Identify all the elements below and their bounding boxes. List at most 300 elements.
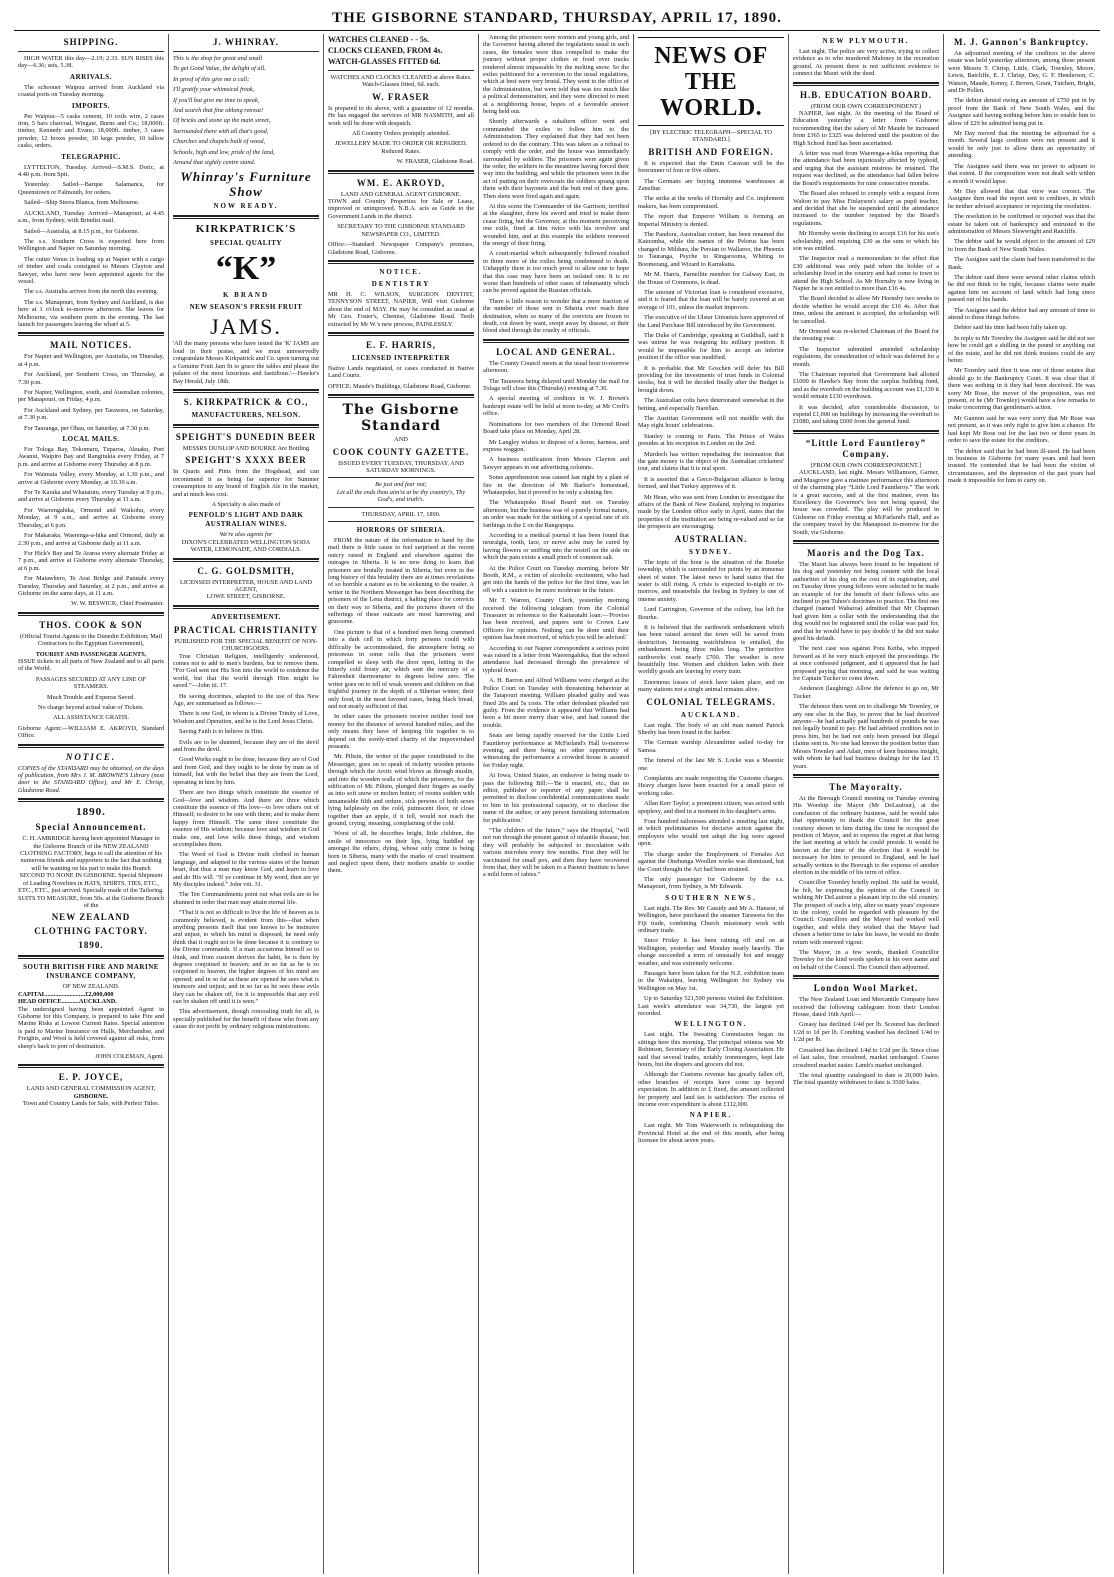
goldsmith-sub: LICENSED INTERPRETER, HOUSE AND LAND AGENT, bbox=[179, 578, 313, 593]
manufacturers-ad bbox=[173, 397, 319, 420]
notice-ad bbox=[18, 752, 164, 795]
hb-item: NAPIER, last night. At the meeting of the Board of Education yesterday a letter from Gisborne recommending that the salary of Mr Maude be increased from £365 to £325 was deferred until the position of the High School fund has been ascertained. bbox=[793, 110, 939, 147]
sydney-item: It is believed that the earthwork embankment which has been raised around the town will be saved from destruction. Increasing watchfulness is entailed, the embankment being three miles long. The protective earthworks cost nearly £700. The weather is now beautifully fine. Women and children laden with their worldly goods are leaving by every train. bbox=[638, 623, 784, 676]
columns bbox=[14, 34, 1100, 1574]
kirkpatrick-ad bbox=[173, 223, 319, 384]
divider bbox=[173, 215, 319, 219]
christianity-para: This advertisement, though concealing truth for all, is specially published for the benefit of those who from any cause do not profit by ordinary religious ministrations. bbox=[173, 1008, 319, 1031]
speight-soda: DIXON'S CELEBRATED WELLINGTON SODA WATER, LEMONADE, AND CORDIALS. bbox=[181, 538, 311, 554]
dog-heading: Maoris and the Dog Tax. bbox=[807, 547, 925, 558]
shipping-heading: SHIPPING. bbox=[63, 37, 119, 47]
insurance-body: The undersigned having been appointed Agent in Gisborne for this Company, is prepared to take Fire and Marine Risks at Lowest Current Rates. Special attention is paid to Marine Insurance on Hulls, Merchandise, and Freights, and Wool is held covered against all risks, from sheep's back to port of destination. bbox=[18, 1005, 164, 1050]
np-item: Last night. The police are very active, trying to collect evidence as to who murdered Maloney in the recreation ground. At present there is not sufficient evidence to connect the Maori with the deed. bbox=[793, 48, 939, 78]
masthead-title: THE GISBORNE STANDARD, THURSDAY, APRIL 17, 1890. bbox=[332, 9, 782, 26]
poem-line: Around that sightly centre stand. bbox=[173, 159, 256, 167]
paper-masthead bbox=[328, 402, 474, 522]
hb-education-board bbox=[793, 90, 939, 426]
colonial-heading: COLONIAL TELEGRAMS. bbox=[646, 696, 776, 707]
goldsmith-place: LOWE STREET, GISBORNE. bbox=[206, 593, 286, 601]
news-sub: [BY ELECTRIC TELEGRAPH—SPECIAL TO STANDARD.] bbox=[650, 129, 772, 144]
watches-line: WATCH-GLASSES FITTED 6d. bbox=[328, 57, 441, 66]
horrors-continued bbox=[483, 34, 629, 335]
divider bbox=[328, 332, 474, 336]
harris-office: OFFICE: Maude's Buildings, Gladstone Road, Gisborne. bbox=[328, 382, 472, 390]
christianity-para: Good Works ought to be done, because they are of God and from God, and they ought to be done by man as of himself, but with the belief that they are from the Lord, operating in him by him. bbox=[173, 756, 319, 786]
dog-item: Anderson (laughing): Allow the defence to go on, Mr Tucker. bbox=[793, 685, 939, 700]
gannon-item: The Assignee said there was no power to adjourn to that extent. If the composition were not dealt with within a month it would lapse. bbox=[948, 162, 1095, 185]
divider bbox=[173, 51, 319, 52]
watches-sub: WATCHES AND CLOCKS CLEANED at above Rates. Watch-Glasses fitted, 6d. each. bbox=[330, 74, 472, 89]
manuf-heading: S. KIRKPATRICK & CO., bbox=[183, 396, 309, 407]
christianity-para: “That it is not so difficult to live the life of heaven as is commonly believed, is evident from this—that when anything presents itself that one knows to be insincere and unjust, to which his mind is disposed, he need only think that it ought not to be done because it is contrary to the Divine commands. If a man accustoms himself so to think, and from custom derives the habit, he is then by degrees conjoined to heaven; and in so far as he is so conjoined to heaven, the higher degrees of his mind are opened; and in so far as these are opened he sees what is insincere and unjust; and in so far as he sees these evils they can be shaken off, for it is impossible that any evil can be shaken off until it is seen.” bbox=[173, 909, 319, 1006]
christianity-ad bbox=[173, 613, 319, 1031]
mayoralty bbox=[793, 782, 939, 971]
akroyd-ad bbox=[328, 178, 474, 256]
auckland-item: Allan Kerr Taylor, a prominent citizen, was seized with apoplexy, and died in a moment in his daughter's arms. bbox=[638, 800, 784, 815]
joyce-ad bbox=[18, 1072, 164, 1107]
local-general bbox=[483, 347, 629, 879]
poem-line: Churches and chapels built of wood, bbox=[173, 138, 266, 146]
poem-line: If you'll but give me time to speak, bbox=[173, 96, 260, 104]
divider bbox=[173, 605, 319, 609]
napier-item: Last night. Mr Tom Waterworth is relinquishing the Provincial Hotel at the end of this month, after being licensee for about seven years. bbox=[638, 1122, 784, 1145]
news-of-the-world bbox=[638, 37, 784, 1145]
llf-item: AUCKLAND, last night. Messrs Williamson, Garner, and Musgrove gave a matinee performance this afternoon of the charming play “Little Lord Fauntleroy.” The work is a great success, and at the first matinee, even his Excellency the Governor's box not being spared, the house was crowded. The play will be produced in Gisborne on Friday evening at McFarland's Hall, and as the company travel by the Manapouri to-morrow for the South, via Gisborne. bbox=[793, 469, 939, 536]
divider bbox=[793, 82, 939, 86]
paper-motto: Let all the ends thou aim'st at be thy country's, Thy God's, and truth's. bbox=[336, 488, 466, 504]
poem-line: I'll gratify your whimsical freak, bbox=[173, 86, 255, 94]
dentistry-ad bbox=[328, 268, 474, 328]
column-5 bbox=[634, 34, 789, 1574]
np-heading: NEW PLYMOUTH. bbox=[822, 37, 910, 45]
divider bbox=[18, 51, 164, 52]
local-item: Nominations for two members of the Ormond Road Board take place on Monday, April 28. bbox=[483, 420, 629, 436]
postmaster-signature: W. W. BESWICK, Chief Postmaster. bbox=[71, 600, 164, 608]
divider bbox=[18, 1064, 164, 1068]
divider bbox=[328, 260, 474, 264]
christianity-para: He saving doctrines, adapted to the use of this New Age, are summarised as follows:— bbox=[173, 692, 319, 708]
horrors-para: Worst of all, he describes bright, little children, the smile of innocence on their lips, lying huddled up amongst the others, dying, whose only crime is being born in Siberia, many with the marks of cruel treatment and neglect upon them, their mothers unable to soothe them. bbox=[328, 830, 474, 875]
southern-item: Last night. The Rev. Mr Cassidy and Mr A. Hanson, of Wellington, have purchased the steamer Tarawera for the Fiji trade, combining Church missionary work with ordinary trade. bbox=[638, 904, 784, 934]
divider bbox=[18, 798, 164, 802]
local-item: Mr T. Warren, County Clerk, yesterday morning received the following telegram from the Colonial Treasurer in reference to the Kaitaratahi loan:—'Proviso has been received, and papers sent to Crown Law Officers for opinion. Nothing can be done until their opinion has been received, of which you will be advised.' bbox=[483, 597, 629, 642]
divider bbox=[18, 612, 164, 616]
paper-title: The Gisborne Standard bbox=[342, 402, 460, 435]
tide-text: HIGH WATER this day—2.19; 2.33. SUN RISES this day—6.36; sets, 5.38. bbox=[18, 55, 164, 70]
divider bbox=[328, 507, 474, 508]
news-item: The report that Emperor William is forming an Imperial Ministry is denied. bbox=[638, 213, 784, 228]
news-item: It is asserted that a Greco-Bulgarian alliance is being formed, and that Turkey approves of it. bbox=[638, 475, 784, 491]
insurance-sign: JOHN COLEMAN, Agent. bbox=[95, 1052, 164, 1060]
shipping-note: The s.s. Manapouri, from Sydney and Auckland, is due here at 1 o'clock to-morrow afternoon. She leaves for Melbourne, via southern ports in the evening. The last launch for passengers leaving the wharf at 5. bbox=[18, 298, 164, 328]
news-item: The Germans are buying immense warehouses at Zanzibar. bbox=[638, 177, 784, 193]
column-6 bbox=[789, 34, 944, 1574]
news-box bbox=[638, 37, 784, 126]
hb-heading: H.B. EDUCATION BOARD. bbox=[799, 89, 933, 100]
goldsmith-heading: C. G. GOLDSMITH, bbox=[197, 565, 295, 576]
local-item: According to our Napier correspondent a serious point was raised in a letter from Waerengahika, that the school attendance had decreased through the prevalence of typhoid fever. bbox=[483, 644, 629, 674]
ambridge-heading: Special Announcement. bbox=[35, 822, 147, 833]
speight-beer: SPEIGHT'S XXXX BEER bbox=[185, 455, 307, 466]
wool-market bbox=[793, 983, 939, 1086]
paper-issue: ISSUED EVERY TUESDAY, THURSDAY, AND SATURDAY MORNINGS. bbox=[338, 459, 464, 474]
arrivals-heading: ARRIVALS. bbox=[70, 72, 112, 81]
hb-item: The Chairman reported that Government had allotted £1000 to Hawke's Bay from the surplus building fund, and as the overdraft on the building account was £1,130 it would remain £130 overdrawn. bbox=[793, 371, 940, 401]
gannon-item: The Assignee said the debtor had any amount of time to attend to these things before. bbox=[948, 306, 1095, 321]
local-item: At the Police Court on Tuesday morning, before Mr Booth, R.M., a victim of alcoholic excitement, who had got into the hands of the police for the first time, was let off with a caution to be more moderate in the future. bbox=[483, 564, 629, 594]
watches-line: WATCHES CLEANED - - 5s. bbox=[328, 35, 429, 44]
mail-notices bbox=[18, 340, 164, 607]
joyce-body: Town and Country Lands for Sale, with Perfect Titles. bbox=[22, 1100, 160, 1108]
local-mail-item: For Hick's Bay and Te Araroa every alternate Friday at 7 p.m., and arrive at Gisborne every alternate Thursday, at 6 p.m. bbox=[18, 549, 164, 572]
gannon-item: An adjourned meeting of the creditors in the above estate was held yesterday afternoon, among those present were Messrs T. Chrisp, Little, Clark, Townley, Moore, Lewis, Batcliffe, E. J. Chrisp, Day, G. F. Henderson, C. Watson, Maude, Kenny, J. Brown, Grant, Tutchen, Bright, and Dr Pollen. bbox=[948, 50, 1095, 95]
sydney-item: The topic of the hour is the situation of the Bourke township, which is surrounded for points by an immense sheet of water. The latest news to hand states that the water is still rising. A crisis is expected to-night or to-morrow, and meanwhile the feeling in Sydney is one of intense anxiety. bbox=[638, 558, 784, 603]
notice-heading: NOTICE. bbox=[65, 751, 117, 762]
news-heading: NEWS OF THE WORLD. bbox=[654, 43, 768, 121]
divider bbox=[793, 774, 939, 778]
sydney-item: Lord Carrington, Governor of the colony, has left for Bourke. bbox=[638, 606, 784, 621]
southern-item: Up to Saturday 521,590 persons visited the Exhibition. Last week's attendance was 34,730, the largest yet recorded. bbox=[638, 995, 784, 1017]
divider bbox=[173, 558, 319, 562]
speight-sub: MESSRS DUNLOP AND BOURKE Are Bottling bbox=[182, 444, 310, 452]
dog-tax bbox=[793, 548, 939, 770]
speight-ad bbox=[173, 432, 319, 554]
hb-item: Mr Hornsby wrote declining to accept £16 for his son's scholarship, and requiring £30 as the sum to which his son was entitled. bbox=[793, 230, 939, 252]
local-heading: LOCAL AND GENERAL. bbox=[496, 346, 616, 357]
mayor-item: At the Borough Council meeting on Tuesday evening His Worship the Mayor (Mr DeLautour), at the conclusion of the ordinary business, said he would take that opportunity to thank the Council for the great courtesy shown to him during the time he occupied the position of Mayor, and to express the regret at that being the last meeting at which he could preside. It would be known at the time of the election that it would be necessary for him to proceed to England, and he had actually written to the Borough to the expense of another election in the middle of his term of office. bbox=[793, 794, 939, 876]
joyce-sub: LAND AND GENERAL COMMISSION AGENT, bbox=[26, 1085, 156, 1093]
shipping-note: The s.s. Australia arrives from the north this evening. bbox=[24, 288, 159, 296]
ambridge-year: 1890. bbox=[76, 806, 106, 819]
wool-item: Crossbred has declined 1/4d to 1/2d per lb. Since close of last sales, fine crossbred, market unchanged. Coarse crossbred market easier. Lamb's market unchanged. bbox=[793, 1046, 939, 1069]
fraser-line: All Country Orders promptly attended. bbox=[351, 130, 451, 138]
sydney-heading: SYDNEY. bbox=[689, 547, 733, 556]
horrors-cont-para: At this scene the Commander of the Garrison, terrified at the slaughter, drew his sword and tried to make them cease firing, but the Governor, at this moment perceiving one exile, fired at him twice with his revolver and wounded him, and at this example the soldiers renewed the energy of their firing. bbox=[483, 202, 629, 247]
new-plymouth bbox=[793, 37, 939, 78]
llf-sub: [FROM OUR OWN CORRESPONDENT.] bbox=[810, 461, 922, 469]
mail-item: For Napier and Wellington, per Australia, on Thursday, at 4 p.m. bbox=[18, 353, 164, 368]
fraser-sign: W. FRASER, Gladstone Road. bbox=[396, 158, 474, 166]
news-item: It is expected that the Emin Caravan will be the forerunner of four or five others. bbox=[638, 159, 784, 175]
gannon-item: In reply to Mr Townley the Assignee said he did not see how he could get a shilling in the pound or anything out of the estate, and he did not think trustees could do any better. bbox=[948, 334, 1095, 365]
wool-item: Greasy has declined 1/4d per lb. Scoured has declined 1/2d to 1d per lb. Combing washed has declined 1/4d to 1/2d per lb. bbox=[793, 1021, 939, 1044]
gannon-bankruptcy bbox=[948, 37, 1095, 485]
telegraphic-item: Sailed—Ship Sierra Blanca, from Melbourne. bbox=[24, 199, 140, 207]
mail-item: For Napier, Wellington, south, and Australian colonies, per Manapouri, on Friday, 4 p.m. bbox=[18, 389, 164, 404]
arrivals-text: The schooner Waipuu arrived from Auckland via coastal ports on Tuesday morning. bbox=[18, 83, 164, 99]
local-mail-item: For Waerengahika, Ormond and Waikohu, every Monday, at 9 a.m., and arrive at Gisborne every Thursday, at 6 p.m. bbox=[18, 506, 164, 529]
news-item: The executive of the Ulster Unionists have approved of the Land Purchase Bill introduced by the Government. bbox=[638, 314, 784, 329]
gannon-heading: M. J. Gannon's Bankruptcy. bbox=[953, 37, 1090, 47]
harris-body: Native Lands negotiated, or cases conducted in Native Land Courts. bbox=[328, 364, 474, 380]
fraser-heading: W. FRASER bbox=[372, 91, 430, 102]
poem-line: And search that fine oblong retreat! bbox=[173, 107, 264, 115]
gannon-item: The debtor said there were several other claims which he did not think to be right, because claims were made against him on account of land which had long since passed out of his hands. bbox=[948, 273, 1095, 304]
southern-heading: SOUTHERN NEWS. bbox=[665, 893, 757, 902]
telegraphic-item: Yesterday. Sailed—Barque Salamanca, for Queenstown or Falmouth, for orders. bbox=[18, 181, 164, 196]
gannon-item: Mr Townley said then it was one of those estates that should go to the Bankruptcy Court. It was clear that if there was nothing in it they had been deceived. He was sorry Mr Rose, the mover of the proposition, was not present, or he (Mr Townley) would have a few remarks to make concerning that gentleman's action. bbox=[948, 367, 1095, 412]
fraser-body: Is prepared to do above, with a guarantee of 12 months. He has engaged the services of MR NASMITH, and all work will be done with despatch. bbox=[328, 104, 474, 127]
cook-line: TOURIST AND PASSENGER AGENTS, bbox=[35, 650, 147, 658]
horrors-para: Mr. Piltsin, the writer of the paper contributed to the Messenger, goes on to speak of ricketty wooden prisons through which the Arctic wind blows as through muslin, and into the wooden walls of which the prisoners, for the edification of Mr. Piltsin, plunged their fingers as easily as into soft snow or molten butter; of rooms sodden with unnameable filth and ordure, sick persons of both sexes lying helplessly on the cold, putrescent floor, or close together than an apple, if it fell, would not reach the ground, crying, moaning, complaining of the cold. bbox=[328, 753, 474, 828]
divider bbox=[18, 744, 164, 748]
local-item: Some apprehension was caused last night by a plant of fire in the direction of Mr Barker's homestead, Whataupoko, but it proved to be only a shining fire. bbox=[483, 474, 629, 496]
auckland-item: Last night. The body of an old man named Patrick Sheehy has been found in the harbor. bbox=[638, 721, 784, 736]
gannon-item: The debtor said that he had been ill-used. He had been in business in Gisborne for many years and had been trusted. He contended that he had been the victim of circumstances, and the depression of the past years had made it impossible for him to carry on. bbox=[948, 447, 1095, 485]
divider bbox=[328, 477, 474, 478]
local-item: A. H. Barron and Alfred Williams were charged at the Police Court on Tuesday with threatening behaviour at the Tatapouri meeting. William pleaded guilty and was fined 20s and 5s costs. The other defendant pleaded not guilty. From the evidence it appeared that Williams had been a bit more merry than wise, and had caused the trouble. bbox=[483, 677, 629, 729]
akroyd-office: Office:—Standard Newspaper Company's premises, Gladstone Road, Gisborne. bbox=[328, 241, 474, 256]
local-item: At Iowa, United States, an endeavor is being made to pass the following Bill:—'Be it enacted, etc., that no editor, publisher or reporter of any paper shall be permitted to disclose confidential communications made to him in his professional capacity, or to disclose the name of the author, or any person furnishing information for publication.' bbox=[483, 772, 629, 824]
local-item: Seats are being rapidly reserved for the Little Lord Fauntleroy performance at McFarland's Hall to-morrow evening, and there being no other opportunity of witnessing the performance a crowded house is assured for Friday night. bbox=[483, 732, 629, 769]
whinray-heading: J. WHINRAY. bbox=[213, 37, 279, 47]
horrors-para: FROM the nature of the information to hand by the mail there is little cause to feel surprised at the recent outcry raised in England and elsewhere against the outrages in Siberia. It is no new thing to learn that prisoners are brutally treated in Siberia, but even in the long history of this brutality there are at times revelations of so horrible a nature as to be sickening to the reader. A writer in the Northern Messenger has been describing the prisoners of the Lena district, a halting place for convicts on their way to Siberia, and the pictures drawn of the sufferings of these outcasts are most harrowing and gruesome. bbox=[328, 537, 474, 626]
local-item: The Whataupoko Road Board met on Tuesday afternoon, but the business was of a purely formal nature, an order was made for the striking of a special rate of six farthings in the £ on the Rangopapa. bbox=[483, 499, 629, 529]
kirk-special: SPECIAL QUALITY bbox=[210, 239, 282, 248]
mail-heading: MAIL NOTICES. bbox=[49, 340, 133, 351]
akroyd-heading: WM. E. AKROYD, bbox=[356, 177, 446, 188]
poem-line: Surrounded there with all that's good, bbox=[173, 127, 269, 135]
divider bbox=[328, 70, 474, 71]
divider bbox=[328, 521, 474, 522]
mail-item: For Auckland, per Southern Cross, on Thursday, at 7.30 p.m. bbox=[18, 371, 164, 386]
wool-heading: London Wool Market. bbox=[813, 983, 919, 994]
local-mail-item: For Tologa Bay, Tokomaru, Tuparoa, Akuaku, Port Awanui, Waipiro Bay and Rangitukia every Friday, at 7 p.m. and arrive at Gisborne every Thursday at 8 p.m. bbox=[18, 446, 164, 468]
mayor-heading: The Mayoralty. bbox=[829, 781, 903, 792]
harris-heading: E. F. HARRIS, bbox=[366, 339, 436, 350]
napier-heading: NAPIER. bbox=[689, 1111, 733, 1120]
mail-item: For Tauranga, per Ohau, on Saturday, at 7.30 p.m. bbox=[24, 424, 150, 432]
dog-item: The defence then went on to challenge Mr Townley, or any one else in the Bay, to prove that he had deceived anyone—he had actually paid hundreds of pounds he was not legally bound to pay. He had advised creditors not to press him, but he had not only been pressed but illegal claims sent in. No one had known the position better than Messrs Townley and Adair, men of keen business insight, with whom he had had business dealings for the last 15 years. bbox=[793, 703, 939, 770]
southern-item: Since Friday it has been raining off and on at Wellington, yesterday and Monday nearly heavily. The change succeeded a term of unusually hot and muggy weather, and was extremely welcome. bbox=[638, 937, 784, 967]
fraser-jewellery: JEWELLERY MADE TO ORDER OR REPAIRED. Reduced Rates. bbox=[334, 140, 468, 155]
speight-body: In Quarts and Pints from the Hogshead, and can recommend it as being far superior for Summer consumption to any brand of English Ale in the market, and at much less cost. bbox=[173, 468, 319, 498]
imports-heading: IMPORTS. bbox=[71, 101, 111, 110]
notice-body: COPIES of the STANDARD may be obtained, on the days of publication, from Mrs J. M. BROWNE'S Library (next door to the STANDARD Office), and Mr E. Chrisp, Gladstone Road. bbox=[18, 764, 164, 794]
local-item: According to a medical journal it has been found that neuralgia, tooth, face, or nerve ache may be cured by having flowers or sniffing into the nostril on the side on which the pain exists a small pinch of common salt. bbox=[483, 531, 629, 562]
masthead bbox=[14, 6, 1100, 31]
horrors-cont-para: There is little reason to wonder that a mere fraction of the number of those sent to Siberia ever reach their destination, when so many of the convicts are frozen to death, cut down by want, swept away by disease, or their blood shed through the cruelty of officials. bbox=[483, 297, 629, 335]
poem-line: To get Good Value, the delight of all. bbox=[173, 65, 266, 73]
insurance-sub: OF NEW ZEALAND. bbox=[62, 983, 120, 991]
ambridge-ad bbox=[18, 806, 164, 951]
akroyd-body: TOWN and Country Properties for Sale or Lease, improved or unimproved. N.B.A. acts as Guide to the Government Lands in the district. bbox=[328, 198, 474, 220]
horrors-cont-para: Shortly afterwards a subaltern officer went and commanded the exiles to follow him to the Administration. They explained that they had not been ordered to do the contrary. This was taken as a refusal to comply with the order, and the house was immediately surrounded by soldiers. The prisoners were again given the order, the soldiers in the meantime having forced their way into the building, and while the prisoners were in the act of putting on their overcoats the soldiers sprang upon them with their bayonets and the butt end of their guns. Then shots were fired again and again. bbox=[483, 118, 629, 200]
auckland-heading: AUCKLAND. bbox=[680, 710, 742, 719]
telegraphic-heading: TELEGRAPHIC. bbox=[61, 152, 121, 161]
cook-line: No charge beyond actual value of Tickets. bbox=[37, 704, 145, 711]
news-item: Mr M. Harris, Parnellite member for Galway East, in the House of Commons, is dead. bbox=[638, 271, 784, 286]
paper-gazette: COOK COUNTY GAZETTE. bbox=[332, 446, 470, 457]
cook-heading: THOS. COOK & SON bbox=[39, 619, 143, 630]
news-item: It is probable that Mr Goschen will defer his Bill providing for the investments of trust funds in Colonial stocks, but it will be decided finally after the Budget is brought down. bbox=[638, 364, 784, 394]
news-item: The Pandora, Australian cruiser, has been renamed the Katoomba, while the names of the Pelorus has been changed to Mildura, the Persian to Wallaroo, the Phoenix to Tauranga, Psyche to Ringarooma, Whiting to Boomerang, and Wizard to Karrakatta. bbox=[638, 231, 784, 268]
joyce-heading: E. P. JOYCE, bbox=[58, 1072, 124, 1083]
llf-heading: “Little Lord Fauntleroy” Company. bbox=[805, 437, 927, 459]
divider bbox=[793, 540, 939, 544]
whinray-ad bbox=[173, 37, 319, 211]
local-item: A special meeting of creditors in W. J. Brown's bankrupt estate will be held at noon to-day, at Mr Croft's office. bbox=[483, 395, 629, 418]
divider bbox=[483, 339, 629, 343]
gannon-item: The debtor said he would object to the amount of £29 to from the Bank of New South Wales. bbox=[948, 238, 1095, 253]
mayor-item: The Mayor, in a few words, thanked Councillor Townley for the kind words spoken in his own name and on behalf of the Council. The Council then adjourned. bbox=[793, 949, 939, 971]
local-mail-item: For Makaraka, Waerenga-a-hika and Ormond, daily at 2.30 p.m., and arrive at Gisborne daily at 11 a.m. bbox=[18, 532, 164, 547]
divider bbox=[18, 955, 164, 959]
divider bbox=[173, 389, 319, 393]
imports-text: Per Waipuu—5 casks cement, 10 coils wire, 2 cases iron, 5 bars charcoal, Wingate, Burns and Co.; 18,000ft. timber, Kennedy and Evans; 18,000ft. timber, 3 cases powder, 12 boxes powder, 30 kegs powder, 10 tallow casks, orders. bbox=[18, 112, 164, 150]
goldsmith-ad bbox=[173, 566, 319, 601]
wool-item: The total quantity catalogued to date is 20,000 bales. The total quantity withdrawn to date is 3500 bales. bbox=[793, 1071, 939, 1087]
column-4 bbox=[479, 34, 634, 1574]
advertisement-label: ADVERTISEMENT. bbox=[211, 612, 281, 621]
ambridge-year-2: 1890. bbox=[78, 940, 104, 951]
dog-item: The next case was against Pora Keiha, who tripped forward as if he very much enjoyed the proceedings. He at once confessed judgment, and it appeared that he had proposed paying that morning, and said he was waiting for Captain Tucker to come down. bbox=[793, 645, 939, 683]
sydney-item: Enormous losses of stock have taken place, and on many stations not a single animal remains alive. bbox=[638, 678, 784, 694]
wellington-item: Last night. The Sweating Commission began its sittings here this morning. The principal witness was Mr Robinson, Secretary of the Early Closing Association. He said that several trades, notably ironmongers, kept late hours, but the drapers and grocers did not. bbox=[638, 1031, 784, 1069]
gannon-item: Mr Day allowed that that view was correct. The Assignee then read the report sent to creditors, in which he neither advised acceptance or rejecting the resolution. bbox=[948, 187, 1095, 210]
speight-specialty: A Specialty is also made of bbox=[211, 500, 281, 508]
mail-item: For Auckland and Sydney, per Tarawera, on Saturday, at 7.30 p.m. bbox=[18, 406, 164, 422]
paper-motto: Be just and fear not; bbox=[375, 481, 427, 489]
hb-item: The Inspector submitted amended scholarship regulations, the consideration of which was deferred for a month. bbox=[793, 345, 939, 368]
kirk-heading: KIRKPATRICK'S bbox=[195, 223, 297, 236]
gannon-item: The resolution to be confirmed or rejected was that the estate be taken out of bankruptcy and entrusted to the administration of Messrs Slewwright and Ratcliffe. bbox=[948, 213, 1095, 235]
christianity-sub: PUBLISHED FOR THE SPECIAL BENEFIT OF NON-CHURCHGOERS. bbox=[174, 637, 318, 653]
cook-body: ISSUE tickets to all parts of New Zealand and to all parts of the World. bbox=[18, 657, 164, 673]
divider bbox=[793, 975, 939, 979]
cook-line: Much Trouble and Expense Saved. bbox=[47, 693, 135, 701]
hb-item: The Inspector read a memorandum to the effect that £30 additional was only paid when the holder of a scholarship lived in the country and had come to town to attend the High School. As Mr Hornsby is now living in Napier he is not entitled to more than £16 4s. bbox=[793, 255, 939, 292]
ambridge-firm: NEW ZEALAND bbox=[51, 912, 131, 923]
news-item: The Australian colts have deteriorated somewhat in the betting, and especially Narellan. bbox=[638, 397, 784, 412]
auckland-item: The funeral of the late Mr S. Locke was a Masonic one. bbox=[638, 757, 784, 772]
gannon-item: Mr Gannon said he was very sorry that Mr Rose was not present, as it was only right to give him a chance. He had kept Mr Rose out for the last two or three years in order to save the estate for the creditors. bbox=[948, 414, 1095, 445]
kirk-season: NEW SEASON'S FRESH FRUIT bbox=[189, 303, 303, 312]
horrors-para: In other cases the prisoners receive neither food nor money for the distance of several hundred miles, and the only means they have of keeping life together is to depend on the sorely-tried charity of the impoverished peasants. bbox=[328, 713, 474, 750]
news-item: The amount of Victorian loan is considered excessive, and it is feared that the loan will be barely covered at an average of 101, unless the market improves. bbox=[638, 288, 784, 311]
divider bbox=[793, 430, 939, 434]
dentistry-heading: DENTISTRY bbox=[371, 279, 431, 288]
local-item: The County Council meets at the usual hour to-morrow afternoon. bbox=[483, 359, 629, 375]
poem-line: This is the shop for great and small bbox=[173, 55, 263, 62]
shipping-note: The cutter Venus is loading up at Napier with a cargo of timber and coals consigned to Messrs Clayton and Sawyer, who have now been appointed agents for the vessel. bbox=[18, 255, 164, 285]
horrors-para: One picture is that of a hundred men being crammed into a dark cell in which forty persons could with difficulty be accommodated, the atmosphere being so poisonous in some cells that the prisoners were compelled to sleep with the door open, letting in the bitterly cold frosty air, which sent the mercury of a Fahrenheit thermometer to degrees below zero. The writer goes on to tell of weak women and children on that frightful journey in the depth of a Siberian winter, their only food, in the most favored cases, being black bread, and not nearly sufficient of that. bbox=[328, 628, 474, 710]
divider bbox=[328, 394, 474, 398]
christianity-para: The Ten Commandments point out what evils are to be shunned in order that man may attain eternal life. bbox=[173, 891, 319, 906]
cook-line: ALL ASSISTANCE GRATIS. bbox=[52, 714, 130, 722]
kirk-k: “K” bbox=[215, 250, 277, 288]
column-7 bbox=[944, 34, 1099, 1574]
auckland-item: Four hundred tailoresses attended a meeting last night, at which preliminaries for decisive action against the employers who would not adopt the log were agreed upon. bbox=[638, 818, 784, 848]
gannon-item: Debtor said his time had been fully taken up. bbox=[954, 324, 1068, 332]
insurance-heading: SOUTH BRITISH FIRE AND MARINE INSURANCE COMPANY, bbox=[23, 963, 159, 981]
divider bbox=[18, 332, 164, 336]
news-item: The Austrian Government will not meddle with the May eight hours' celebrations. bbox=[638, 415, 784, 430]
harris-sub: LICENSED INTERPRETER bbox=[351, 353, 451, 362]
australian-heading: AUSTRALIAN. bbox=[674, 533, 748, 544]
horrors-heading: HORRORS OF SIBERIA. bbox=[356, 526, 446, 534]
gannon-item: The debtor denied owing an amount of £750 put in by proof from the Bank of New South Wales, and the Assignee said having nothing before him to enable him to allow of £29 he admitted being put in. bbox=[948, 97, 1095, 127]
manuf-sub: MANUFACTURERS, NELSON. bbox=[191, 410, 301, 419]
shipping-note: The s.s. Southern Cross is expected here from Wellington and Napier on Saturday morning. bbox=[18, 237, 164, 253]
christianity-heading: PRACTICAL CHRISTIANITY bbox=[173, 624, 319, 635]
local-mail-item: For Te Karaka and Whatatutu, every Tuesday at 9 p.m., and arrive at Gisborne every Thursday at 11 a.m. bbox=[18, 489, 164, 504]
local-item: The Tarawera being delayed until Monday the mail for Tolaga will close this (Thursday) evening at 7.30. bbox=[483, 377, 629, 393]
southern-item: Passages have been taken for the N.Z. exhibition team in the Wakatipu, leaving Wellington for Sydney via Wellington on May 1st. bbox=[638, 969, 784, 992]
speight-wines: PENFOLD'S LIGHT AND DARK AUSTRALIAN WINES. bbox=[188, 511, 304, 529]
shipping-section bbox=[18, 37, 164, 328]
column-2 bbox=[169, 34, 324, 1574]
hb-item: It was decided, after considerable discussion, to expend £1,000 on buildings by increasing the overdraft to £1080, and taking £600 from the general fund. bbox=[793, 403, 939, 426]
insurance-capital: CAPITAL.........................£2,000,000 bbox=[18, 990, 114, 998]
insurance-ad bbox=[18, 963, 164, 1060]
poem-line: Schools, high and low, pride of the land, bbox=[173, 148, 275, 156]
news-item: The Duke of Cambridge, speaking at Guildhall, said it was untrue he was resigning his military position. It would be impossible for him to accept an inferior position if the office was modified. bbox=[638, 331, 784, 362]
local-mail-item: For Waimata Valley, every Monday, at 1.30 p.m., and arrive at Gisborne every Monday, at 10.30 a.m. bbox=[18, 471, 164, 486]
christianity-para: True Christian Religion, intelligently understood, comes not to add to men's burdens, but to remove them. “For God sent not His Son into the world to condemn the world, but that the world through Him might be saved.”—John iii. 17. bbox=[173, 652, 319, 690]
auckland-item: Complaints are made respecting the Customs charges. Heavy charges have been exacted for a small piece of working cake. bbox=[638, 775, 784, 797]
cook-agent: Gisborne Agent:—WILLIAM E. AKROYD, Standard Office. bbox=[18, 724, 164, 740]
telegraphic-item: Sailed—Australia, at 8.15 p.m., for Gisborne. bbox=[24, 227, 139, 235]
paper-date: THURSDAY, APRIL 17, 1890. bbox=[361, 510, 441, 518]
kirk-body: 'All the many persons who have tested the 'K' JAMS are loud in their praise, and we must unreservedly congratulate Messrs Kirkpatrick and Co. upon turning out a Genuine Fruit Jam fit to grace the tables and please the palates of the most luxurious and fastidious.'—Hawke's Bay Herald, July 18th. bbox=[173, 340, 319, 385]
news-item: Mr Hean, who was sent from London to investigate the affairs of the Bank of New Zealand, replying to inquiries made by the London office early in April, states that the properties of the institution are being re-valued and so far the prospects are encouraging. bbox=[638, 493, 784, 531]
hb-item: The Board also refused to comply with a request from Walton to pay Miss Finlayson's salary as pupil teacher, and decided that she be suspended until the attendance increased to the number required by the Board's regulations. bbox=[793, 190, 939, 227]
local-mail-item: For Matawhero, Te Arai Bridge and Patutahi every Tuesday, Thursday and Saturday, at 2 p.m., and arrive at Gisborne on the same days, at 11 a.m. bbox=[18, 575, 164, 597]
ambridge-body: C. H. AMBRIDGE having been appointed Manager to the Gisborne Branch of the NEW ZEALAND CLOTHING FACTORY, begs to call the attention of his numerous friends and supporters to the fact that nothing will be wanting on his part to make this Branch SECOND TO NONE IN GISBORNE. Special Shipment of Leading Novelties in HATS, SHIRTS, TIES, ETC., ETC., ETC., just arrived. Specially made of the Tailoring. SUITS TO MEASURE, from 50s. at the Gisborne Branch of the bbox=[18, 835, 164, 909]
divider bbox=[173, 424, 319, 428]
speight-heading: SPEIGHT'S DUNEDIN BEER bbox=[175, 431, 317, 442]
news-item: Murdoch has written repudiating the insinuation that the gate money is the object of the Australian cricketers' tour, and claims that it is real sport. bbox=[638, 450, 784, 473]
speight-agents: We're also agents for bbox=[219, 531, 273, 539]
horrors-cont-para: Among the prisoners were women and young girls, and the Governor having altered the regulations usual in such cases, the females were thus compelled to make the journey without proper clothes or food over tracks rendered almost impassable by the melting snow. So the exiles petitioned for a reversion to the usual regulations, which at best were very brutal. They went to the office of the Administration, but were told that was too much like a political demonstration, and they were directed to meet at a neighboring house, hopes of a favorable answer being held out. bbox=[483, 34, 629, 116]
now-ready: NOW READY. bbox=[213, 202, 279, 211]
local-mails-heading: LOCAL MAILS. bbox=[62, 435, 120, 444]
christianity-para: Saving Faith is to believe in Him. bbox=[179, 728, 264, 736]
cook-line: PASSAGES SECURED AT ANY LINE OF STEAMERS. bbox=[35, 675, 147, 691]
kirk-brand: K BRAND bbox=[222, 291, 270, 300]
local-item: Mr Langley wishes to dispose of a horse, harness, and express waggon. bbox=[483, 438, 629, 453]
column-1 bbox=[14, 34, 169, 1574]
akroyd-sec: SECRETARY TO THE GISBORNE STANDARD NEWSPAPER CO., LIMITED. bbox=[337, 223, 465, 238]
gannon-item: Mr Day moved that the meeting be adjourned for a month. Several large creditors were not present and it would be only just to allow them an opportunity of attending. bbox=[948, 130, 1095, 160]
telegraphic-item: LYTTELTON, Tuesday. Arrived—S.M.S. Doric, at 4.40 p.m. from Spit. bbox=[18, 163, 164, 179]
hb-item: The Board decided to allow Mr Hornsby two weeks to decide whether he would accept the £16 4s. After that time, unless the amount is accepted, the scholarship will be cancelled. bbox=[793, 295, 939, 325]
joyce-place: GISBORNE. bbox=[73, 1092, 109, 1100]
news-item: The strike at the works of Hornsby and Co. implement makers, has been compromised. bbox=[638, 195, 784, 210]
poem-line: Of bricks and stone up the main street, bbox=[173, 117, 271, 125]
local-item: A business notification from Messrs Clayton and Sawyer appears in our advertising columns. bbox=[483, 456, 629, 471]
ambridge-firm: CLOTHING FACTORY. bbox=[34, 926, 148, 937]
auckland-item: The German warship Alexandrine sailed to-day for Samoa. bbox=[638, 739, 784, 754]
insurance-office: HEAD OFFICE...........AUCKLAND. bbox=[18, 998, 117, 1006]
wellington-item: Although the Customs revenue has greatly fallen off, other branches of receipts have come up beyond expectation. In addition to £ fixed, the amount collected for property and land tax is satisfactory. The excess of income over expenditure is about £112,000. bbox=[638, 1071, 784, 1109]
auckland-item: The only passenger for Gisborne by the s.s. Manapouri, from Sydney, is Mr Edwards. bbox=[638, 875, 784, 891]
paper-and: AND bbox=[394, 436, 408, 444]
gannon-item: The Assignee said the claim had been transferred to the Bank. bbox=[948, 256, 1095, 271]
hb-item: Mr Ormond was re-elected Chairman of the Board for the ensuing year. bbox=[793, 328, 939, 343]
cook-ad bbox=[18, 620, 164, 740]
kirk-jams: JAMS. bbox=[210, 314, 282, 340]
hb-item: A letter was read from Waerenga-a-hika reporting that the attendance had been injuriously affected by typhoid, and urging that the assistant mistress be retained. The request was declined, as the attendance had fallen below the Board's requirements for nine consecutive months. bbox=[793, 150, 939, 187]
column-3 bbox=[324, 34, 479, 1574]
watches-ad bbox=[328, 34, 474, 166]
christianity-para: There are two things which constitute the essence of God—love and wisdom. And there are three which constitute the essence of His love—to love others out of Himself; to desire to be one with them; and to make them happy from Himself. The same three constitute the essence of His wisdom; because love and wisdom in God make one, and love wills these things, and wisdom accomplishes them. bbox=[173, 789, 319, 848]
dog-item: The Maori has always been found to be impatient of his dog and yesterday not being content with the local authorities of his dog on the cost of its registration, and on Tuesday three young fellows were selected to be made an example of for the benefit of their fellows who are inclined to put Tuhoe's doctrines to practice. The first one charged (named Waharoa) admitted that Mr Chapman had given him a collar with the understanding that the dog would not be registered until the collar was paid for, and that he would have to pay double if he did not make good his default. bbox=[793, 560, 939, 642]
news-item: Stanley is coming to Paris. The Prince of Wales presides at his reception in London on the 2nd. bbox=[638, 432, 784, 448]
christianity-para: There is one God, in whom is a Divine Trinity of Love, Wisdom and Operation, and he is the Lord Jesus Christ. bbox=[173, 710, 319, 725]
harris-ad bbox=[328, 340, 474, 390]
